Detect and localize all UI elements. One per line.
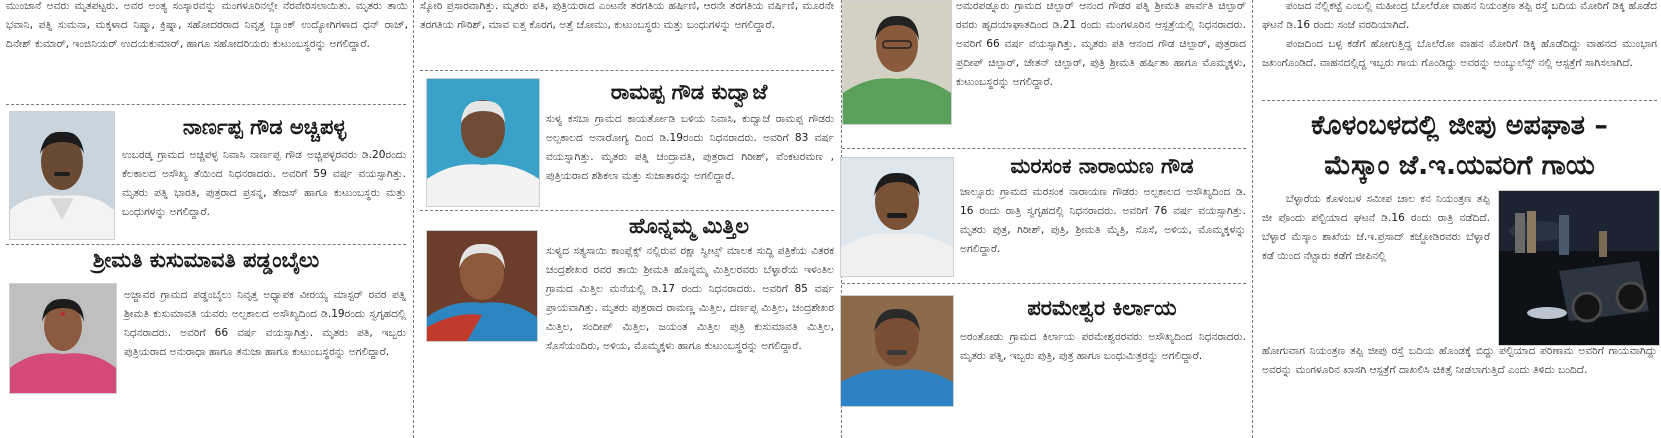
obituary-title: ಶ್ರೀಮತಿ ಕುಸುಮಾವತಿ ಪಡ್ಡಂಬೈಲು — [92, 248, 320, 272]
article-paragraph — [1262, 190, 1490, 342]
divider — [842, 283, 1246, 284]
obituary-body: ಅಜ್ಜಾವರ ಗ್ರಾಮದ ಪಡ್ಡಂಬೈಲು ನಿವೃತ್ತ ಅಧ್ಯಾಪಕ ವೀರಯ್ಯ ಮಾಸ್ಟರ್ ರವರ ಪತ್ನಿ ಶ್ರೀಮತಿ ಕುಸುಮಾವತಿ ಯವರು ಅಲ್ಪಕಾಲದ ಅಸೌಖ್ಯದಿಂದ ಡಿ.19ರಂದು ಸ್ವಗೃಹದಲ್ಲಿ ನಿಧನರಾದರು. ಅವರಿಗೆ 66 ವರ್ಷ ವಯಸ್ಸಾಗಿತ್ತು. ಮೃತರು ಪತಿ, ಇಬ್ಬರು ಪುತ್ರಿಯರಾದ ಅನುರಾಧಾ ಹಾಗೂ ತನುಜಾ ಹಾಗೂ ಕುಟುಂಬಸ್ಥರನ್ನು ಅಗಲಿದ್ದಾರೆ. — [124, 289, 406, 358]
article-paragraph — [1262, 35, 1657, 92]
divider — [420, 210, 834, 211]
obituary-title: ಮರಸಂಕ ನಾರಾಯಣ ಗೌಡ — [1010, 154, 1194, 178]
portrait-photo-narayana — [840, 157, 954, 277]
obituary-title: ರಾಮಪ್ಪ ಗೌಡ ಕುದ್ವಾಜೆ — [610, 80, 768, 104]
divider — [1262, 100, 1657, 101]
article-continuation: ಮುಂಜಾನೆ ಅವರು ಮೃತಪಟ್ಟರು. ಅವರ ಅಂತ್ಯ ಸಂಸ್ಕಾರವನ್ನು ಮಂಗಳೂರಿನಲ್ಲೇ ನೆರವೇರಿಸಲಾಯಿತು. ಮೃತರು ತಾಯಿ ಭವಾನಿ, ಪತ್ನಿ ಸುಮನಾ, ಮಕ್ಕಳಾದ ನಿಷ್ಮಾ, ಕ್ರಿಷ್ನಾ, ಸಹೋದರರಾದ ನಿವೃತ್ತ ಬ್ಯಾಂಕ್ ಉದ್ಯೋಗಿಗಳಾದ ಧನ್ ರಾಜ್, ದಿನೇಶ್ ಕುಮಾರ್, ಇಂಜಿನಿಯರ್ ಉದಯಕುಮಾರ್, ಹಾಗೂ ಸಹೋದರಿಯರು ಕುಟುಂಬಸ್ಥರನ್ನು ಅಗಲಿದ್ದಾರೆ. — [6, 0, 408, 50]
obituary-body: ಅರಂತೋಡು ಗ್ರಾಮದ ಕಿರ್ಲಾಯ ಪರಮೇಶ್ವರರವರು ಅಸೌಖ್ಯದಿಂದ ನಿಧನರಾದರು. ಮೃತರು ಪತ್ನಿ, ಇಬ್ಬರು ಪುತ್ರಿ, ಪುತ್ರ ಹಾಗೂ ಬಂಧುಮಿತ್ರರನ್ನು ಅಗಲಿದ್ದಾರೆ. — [960, 331, 1246, 362]
article-continuation: ಅಮರಪಡ್ನೂರು ಗ್ರಾಮದ ಚಿಲ್ಪಾರ್ ಆನಂದ ಗೌಡರ ಪತ್ನಿ ಶ್ರೀಮತಿ ಪಾರ್ವತಿ ಚಿಲ್ಪಾರ್ ರವರು ಹೃದಯಾಘಾತದಿಂದ ಡಿ.21 ರಂದು ಮಂಗಳೂರಿನ ಆಸ್ಪತ್ರೆಯಲ್ಲಿ ನಿಧನರಾದರು. ಅವರಿಗೆ 66 ವರ್ಷ ವಯಸ್ಸಾಗಿತ್ತು. ಮೃತರು ಪತಿ ಆನಂದ ಗೌಡ ಚಿಲ್ಪಾರ್, ಪುತ್ರರಾದ ಪ್ರದೀಪ್ ಚಿಲ್ಪಾರ್, ಚೇತನ್ ಚಿಲ್ಪಾರ್, ಪುತ್ರಿ ಶ್ರೀಮತಿ ಹರ್ಷಿತಾ ಹಾಗೂ ಮೊಮ್ಮಕ್ಕಳು, ಕುಟುಂಬಸ್ಥರನ್ನು ಅಗಲಿದ್ದಾರೆ. — [956, 0, 1246, 88]
divider — [6, 104, 406, 105]
column-4 — [1254, 0, 1661, 438]
portrait-photo-narnappa — [9, 111, 115, 240]
paragraph-text: ಪಂಜದ ನೆಲ್ಲಿಕಟ್ಟೆ ಎಂಬಲ್ಲಿ ಮಹೀಂದ್ರ ಬೊಲೆರೋ ವಾಹನ ನಿಯಂತ್ರಣ ತಪ್ಪಿ ರಸ್ತೆ ಬದಿಯ ಮೋರಿಗೆ ಡಿಕ್ಕಿ ಹೊಡೆದ ಘಟನೆ ಡಿ.16 ರಂದು ಸಂಜೆ ವರದಿಯಾಗಿದೆ. — [1262, 0, 1657, 31]
accident-photo — [1498, 190, 1660, 346]
portrait-photo-ramappa — [426, 78, 540, 207]
divider — [420, 70, 834, 71]
column-2 — [414, 0, 840, 438]
article-paragraph: ಹೋಗುವಾಗ ನಿಯಂತ್ರಣ ತಪ್ಪಿ ಜೀಪು ರಸ್ತೆ ಬದಿಯ ಹೊಂಡಕ್ಕೆ ಬಿದ್ದು ಪಲ್ಟಿಯಾದ ಪರಿಣಾಮ ಅವರಿಗೆ ಗಾಯವಾಗಿದ್ದು ಅವರನ್ನು ಮಂಗಳೂರಿನ ಖಾಸಗಿ ಆಸ್ಪತ್ರೆಗೆ ದಾಖಲಿಸಿ ಚಿಕಿತ್ಸೆ ನೀಡಲಾಗುತ್ತಿದೆ ಎಂದು ತಿಳಿದು ಬಂದಿದೆ. — [1262, 345, 1657, 376]
obituary-title: ಪರಮೇಶ್ವರ ಕಿರ್ಲಾಯ — [1027, 296, 1177, 320]
obituary-title: ನಾರ್ಣಪ್ಪ ಗೌಡ ಅಚ್ಚಿಪಳ್ಳ — [182, 115, 347, 139]
portrait-photo-parvathi — [842, 0, 952, 125]
column-3 — [842, 0, 1250, 438]
paragraph-text: ಪಂಜದಿಂದ ಬಳ್ಪ ಕಡೆಗೆ ಹೋಗುತ್ತಿದ್ದ ಬೊಲೆರೋ ವಾಹನ ಮೋರಿಗೆ ಡಿಕ್ಕಿ ಹೊಡೆದಿದ್ದು ವಾಹನದ ಮುಂಭಾಗ ಜಖಂಗೊಂಡಿದೆ. ವಾಹನದಲ್ಲಿದ್ದ ಇಬ್ಬರು ಗಾಯ ಗೊಂಡಿದ್ದು ಅವರನ್ನು ಅಂಬ್ಯುಲೆನ್ಸ್ ನಲ್ಲಿ ಆಸ್ಪತ್ರೆಗೆ ಸಾಗಿಸಲಾಗಿದೆ. — [1262, 38, 1657, 69]
portrait-photo-parameshwara — [840, 295, 954, 407]
column-1 — [0, 0, 412, 438]
column-rule — [1252, 0, 1253, 438]
divider — [6, 244, 406, 245]
article-continuation — [1262, 0, 1657, 35]
obituary-body: ಸುಳ್ಯದ ಸತ್ಯಸಾಯಿ ಕಾಂಪ್ಲೆಕ್ಸ್ ನಲ್ಲಿರುವ ರಕ್ಷಾ ಸ್ವೀಟ್ಸ್ ಮಾಲಕ ಸುದ್ದಿ ಪತ್ರಿಕೆಯ ವಿತರಕ ಚಂದ್ರಶೇಖರ ರವರ ತಾಯಿ ಶ್ರೀಮತಿ ಹೊನ್ನಮ್ಮ ಮಿತ್ತಿಲರವರು ಬೆಳ್ಳಾರೆಯ ಇಳಂತಿಲ ಗ್ರಾಮದ ಮಿತ್ತಿಲ ಮನೆಯಲ್ಲಿ ಡಿ.17 ರಂದು ನಿಧನರಾದರು. ಅವರಿಗೆ 85 ವರ್ಷ ಪ್ರಾಯವಾಗಿತ್ತು. ಮೃತರು ಪುತ್ರರಾದ ರಾಮಣ್ಣ ಮಿತ್ತಿಲ, ದರ್ಣಪ್ಪ ಮಿತ್ತಿಲ, ಚಂದ್ರಶೇಖರ ಮಿತ್ತಿಲ, ಸಂದೀಪ್ ಮಿತ್ತಿಲ, ಜಯಂತ ಮಿತ್ತಿಲ ಪುತ್ರಿ ಕುಸುಮಾವತಿ ಮಿತ್ತಿಲ, ಸೊಸೆಯಂದಿರು, ಅಳಿಯ, ಮೊಮ್ಮಕ್ಕಳು ಹಾಗೂ ಕುಟುಂಬಸ್ಥರನ್ನು ಅಗಲಿದ್ದಾರೆ. — [546, 245, 834, 352]
headline-line-1: ಕೊಳಂಬಳದಲ್ಲಿ ಜೀಪು ಅಪಘಾತ – — [1311, 110, 1608, 141]
obituary-body: ಸುಳ್ಯ ಕಸಬಾ ಗ್ರಾಮದ ಕಾಯರ್ತೋಡಿ ಬಳಿಯ ನಿವಾಸಿ, ಕುದ್ವಾಜೆ ರಾಮಪ್ಪ ಗೌಡರು ಅಲ್ಪಕಾಲದ ಅನಾರೋಗ್ಯ ದಿಂದ ಡಿ.19ರಂದು ನಿಧನರಾದರು. ಅವರಿಗೆ 83 ವರ್ಷ ವಯಸ್ಸಾಗಿತ್ತು. ಮೃತರು ಪತ್ನಿ ಚಂದ್ರಾವತಿ, ಪುತ್ರರಾದ ಗಿರೀಶ್, ವೆಂಕಟರಮಣ , ಪುತ್ರಿಯರಾದ ಶಶಿಕಲಾ ಮತ್ತು ಸುಜಾತಾರನ್ನು ಅಗಲಿದ್ದಾರೆ. — [546, 113, 834, 182]
paragraph-text: ಬೆಳ್ಳಾರೆಯ ಕೊಳಂಬಳ ಸಮೀಪ ಚಾಲ ಕನ ನಿಯಂತ್ರಣ ತಪ್ಪಿ ಜೀ ಪೊಂದು ಪಲ್ಟಿಯಾದ ಘಟನೆ ಡಿ.16 ರಂದು ರಾತ್ರಿ ನಡೆದಿದೆ. ಬೆಳ್ಳಾರೆ ಮೆಸ್ಕಾಂ ಶಾಖೆಯ ಜೆ.ಇ.ಪ್ರಸಾದ್ ಕಜ್ಜೋಡಿರವರು ಬೆಳ್ಳಾರೆ ಕಡೆ ಯಿಂದ ನೆಟ್ಟಾರು ಕಡೆಗೆ ಜೀಪಿನಲ್ಲಿ — [1262, 193, 1490, 262]
obituary-body: ಜಾಲ್ಸೂರು ಗ್ರಾಮದ ಮರಸಂಕ ನಾರಾಯಣ ಗೌಡರು ಅಲ್ಪಕಾಲದ ಅಸೌಖ್ಯದಿಂದ ಡಿ. 16 ರಂದು ರಾತ್ರಿ ಸ್ವಗೃಹದಲ್ಲಿ ನಿಧನರಾದರು. ಅವರಿಗೆ 76 ವರ್ಷ ವಯಸ್ಸಾಗಿತ್ತು. ಮೃತರು ಪುತ್ರ, ಗಿರೀಶ್, ಪುತ್ರಿ, ಶ್ರೀಮತಿ ಮೈತ್ರಿ, ಸೊಸೆ, ಅಳಿಯ, ಮೊಮ್ಮಕ್ಕಳನ್ನು ಅಗಲಿದ್ದಾರೆ. — [960, 186, 1246, 255]
portrait-photo-honnamma — [426, 230, 538, 342]
portrait-photo-kusumavathi — [9, 283, 117, 394]
divider — [842, 148, 1246, 149]
headline-line-2: ಮೆಸ್ಕಾಂ ಜೆ.ಇ.ಯವರಿಗೆ ಗಾಯ — [1324, 150, 1595, 181]
obituary-body: ಉಬರಡ್ಕ ಗ್ರಾಮದ ಅಚ್ಚಿಪಳ್ಳ ನಿವಾಸಿ ನಾರ್ಣಪ್ಪ ಗೌಡ ಅಚ್ಚಿಪಳ್ಳರವರು ಡಿ.20ರಂದು ಕೆಲಕಾಲದ ಅಸೌಖ್ಯ ತೆಯಿಂದ ನಿಧನರಾದರು. ಅವರಿಗೆ 59 ವರ್ಷ ವಯಸ್ಸಾಗಿತ್ತು. ಮೃತರು ಪತ್ನಿ ಭಾರತಿ, ಪುತ್ರರಾದ ಪ್ರಸನ್ನ, ತೇಜಸ್ ಹಾಗೂ ಕುಟುಂಬಸ್ಥರು ಮತ್ತು ಬಂಧುಗಳನ್ನು ಅಗಲಿದ್ದಾರೆ. — [122, 149, 406, 218]
article-continuation: ಸ್ಕೋರಿ ಪ್ರಸಾರವಾಗಿತ್ತು. ಮೃತರು ಪತಿ, ಪುತ್ರಿಯರಾದ ಎಂಟನೇ ತರಗತಿಯ ಹರ್ಷಿಣಿ, ಆರನೇ ತರಗತಿಯ ವರ್ಷಿಣಿ, ಮೂರನೇ ತರಗತಿಯ ಗೌರಿಶ್, ಮಾವ ಐತ್ತ ಕೊರಗ, ಅತ್ತೆ ಚೋಮು, ಕುಟುಂಬಸ್ಥರು ಮತ್ತು ಬಂಧುಗಳನ್ನು ಅಗಲಿದ್ದಾರೆ. — [420, 0, 834, 31]
obituary-title: ಹೊನ್ನಮ್ಮ ಮಿತ್ತಿಲ — [628, 214, 750, 238]
